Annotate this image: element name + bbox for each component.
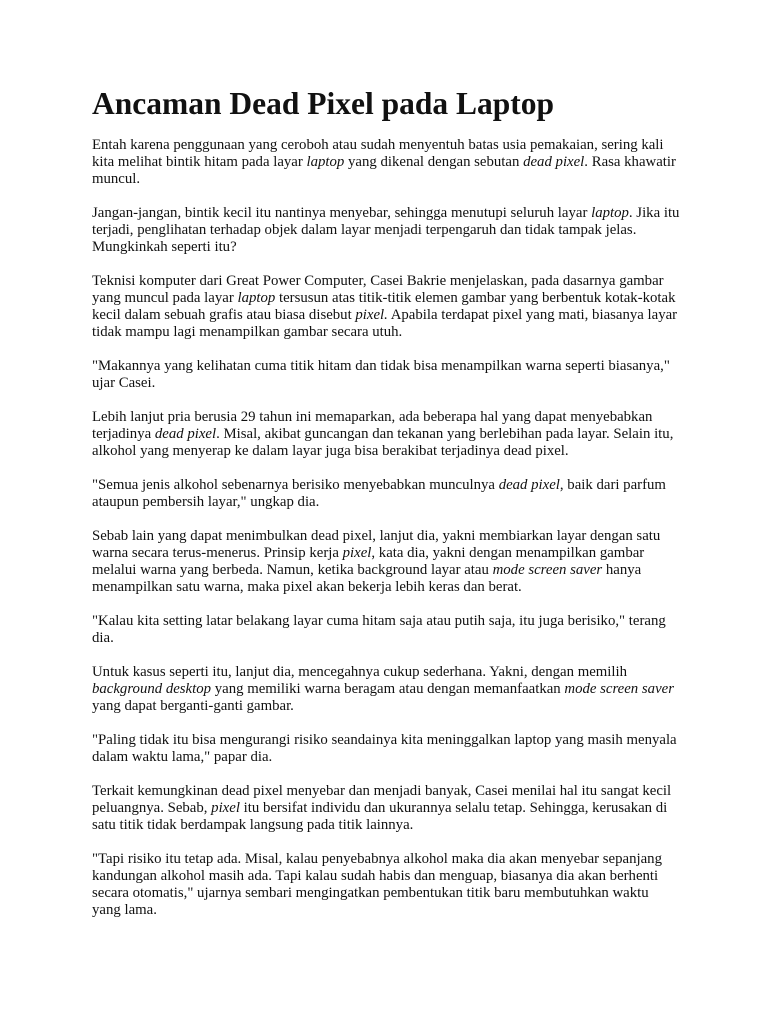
text-run: hanya menampilkan satu warna, maka pixel akan bekerja lebih keras dan berat. — [92, 562, 642, 595]
text-run: Teknisi komputer dari Great Power Computer, Casei Bakrie menjelaskan, pada dasarnya gambar yang muncul pada layar — [92, 273, 664, 306]
text-run: "Kalau kita setting latar belakang layar cuma hitam saja atau putih saja, itu juga berisiko," terang dia. — [92, 613, 666, 646]
text-run: "Paling tidak itu bisa mengurangi risiko seandainya kita meninggalkan laptop yang masih menyala dalam waktu lama," papar dia. — [92, 732, 677, 765]
italic-term: laptop — [306, 154, 345, 170]
text-run: Entah karena penggunaan yang ceroboh atau sudah menyentuh batas usia pemakaian, sering kali kita melihat bintik hitam pada layar — [92, 137, 664, 170]
text-run: . Misal, akibat guncangan dan tekanan yang berlebihan pada layar. Selain itu, alkohol yang menyerap ke dalam layar juga bisa berakibat terjadinya dead pixel. — [92, 426, 674, 459]
italic-term: pixel — [342, 545, 372, 561]
text-run: Sebab lain yang dapat menimbulkan dead pixel, lanjut dia, yakni membiarkan layar dengan satu warna secara terus-menerus. Prinsip kerja — [92, 528, 661, 561]
text-run: Lebih lanjut pria berusia 29 tahun ini memaparkan, ada beberapa hal yang dapat menyebabkan terjadinya — [92, 409, 653, 442]
article-paragraph — [92, 409, 680, 460]
italic-term: pixel — [211, 800, 240, 816]
text-run: Untuk kasus seperti itu, lanjut dia, mencegahnya cukup sederhana. Yakni, dengan memilih — [92, 664, 628, 680]
italic-term: dead pixel — [523, 154, 585, 170]
text-run: tersusun atas titik-titik elemen gambar yang berbentuk kotak-kotak kecil dalam sebuah grafis atau biasa disebut — [92, 290, 676, 323]
text-run: "Semua jenis alkohol sebenarnya berisiko menyebabkan munculnya — [92, 477, 499, 493]
article-paragraph — [92, 783, 680, 834]
text-run: "Tapi risiko itu tetap ada. Misal, kalau penyebabnya alkohol maka dia akan menyebar sepanjang kandungan alkohol masih ada. Tapi kalau sudah habis dan menguap, biasanya dia akan berhenti secara otomatis," ujarnya sembari mengingatkan pembentukan titik baru membutuhkan waktu yang lama. — [92, 851, 662, 918]
text-run: , kata dia, yakni dengan menampilkan gambar melalui warna yang berbeda. Namun, ketika background layar atau — [92, 545, 645, 578]
italic-term: background desktop — [92, 681, 212, 697]
article-paragraph — [92, 137, 680, 188]
italic-term: pixel. — [355, 307, 388, 323]
article-paragraph — [92, 205, 680, 256]
italic-term: mode screen saver — [492, 562, 603, 578]
text-run: itu bersifat individu dan ukurannya selalu tetap. Sehingga, kerusakan di satu titik tidak berdampak langsung pada titik lainnya. — [92, 800, 668, 833]
article-paragraph — [92, 664, 680, 715]
text-run: . Rasa khawatir muncul. — [92, 154, 676, 187]
text-run: yang memiliki warna beragam atau dengan memanfaatkan — [211, 681, 565, 697]
text-run: Jangan-jangan, bintik kecil itu nantinya menyebar, sehingga menutupi seluruh layar — [92, 205, 592, 221]
article-paragraph — [92, 477, 680, 511]
text-run: Apabila terdapat pixel yang mati, biasanya layar tidak mampu lagi menampilkan gambar secara utuh. — [92, 307, 678, 340]
text-run: Terkait kemungkinan dead pixel menyebar dan menjadi banyak, Casei menilai hal itu sangat kecil peluangnya. Sebab, — [92, 783, 672, 816]
article-paragraph — [92, 732, 680, 766]
text-run: . Jika itu terjadi, penglihatan terhadap objek dalam layar menjadi terpengaruh dan tidak tampak jelas. Mungkinkah seperti itu? — [92, 205, 680, 255]
document-page — [92, 84, 680, 936]
article-body — [92, 137, 680, 919]
italic-term: dead pixel — [154, 426, 217, 442]
text-run: yang dikenal dengan sebutan — [344, 154, 524, 170]
italic-term: laptop — [237, 290, 276, 306]
italic-term: laptop — [591, 205, 629, 221]
article-paragraph — [92, 273, 680, 341]
page-title: Ancaman Dead Pixel pada Laptop — [92, 86, 555, 121]
article-paragraph — [92, 528, 680, 596]
article-paragraph — [92, 851, 680, 919]
italic-term: dead pixel — [498, 477, 560, 493]
article-paragraph — [92, 613, 680, 647]
text-run: "Makannya yang kelihatan cuma titik hitam dan tidak bisa menampilkan warna seperti biasanya," ujar Casei. — [92, 358, 670, 391]
text-run: , baik dari parfum ataupun pembersih layar," ungkap dia. — [92, 477, 666, 510]
text-run: yang dapat berganti-ganti gambar. — [92, 698, 294, 714]
italic-term: mode screen saver — [564, 681, 674, 697]
article-paragraph — [92, 358, 680, 392]
